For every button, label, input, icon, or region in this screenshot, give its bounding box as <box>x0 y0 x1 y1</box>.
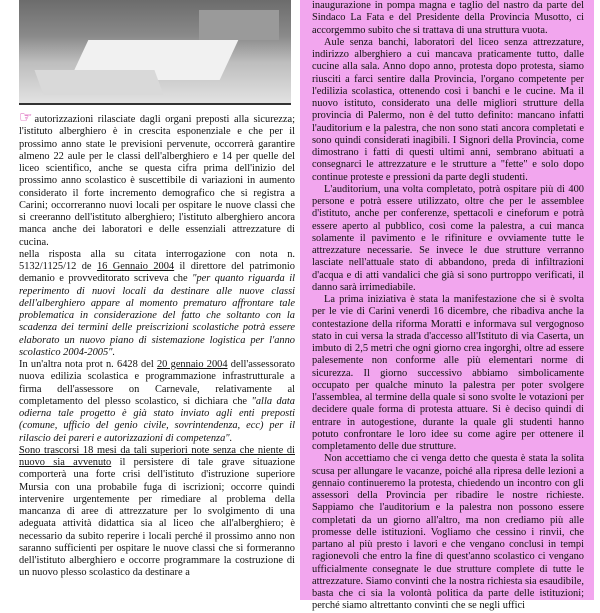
building-photo <box>19 0 291 105</box>
left-paragraph-4: Sono trascorsi 18 mesi da tali superiori note senza che niente di nuovo sia avvenuto il persistere di tale grave situazione comporterà una forte crisi dell'istituto d'istruzione superiore Mursia con una probabile fuga di iscrizioni; occorre quindi intervenire urgentemente per rimediare al problema della mancanza di aree di attrezzature per lo svolgimento di una adeguata attività didattica sia al liceo che all'alberghiero; è necessario da subito reperire i locali perché il prossimo anno non saranno sufficienti per ospitare le nuove classi che si formeranno dell'istituto alberghiero e occorre programmare la costruzione di un nuovo plesso scolastico da destinare a <box>19 444 296 579</box>
photo-roof <box>199 10 279 40</box>
photo-steps <box>34 70 163 95</box>
left-paragraph-3: In un'altra nota prot n. 6428 del 20 gennaio 2004 dell'assessorato nuova edilizia scolastica e programmazione infrastrutturale a firma dell'assessore on Carnevale, relativamente al completamento del plesso scolastico, si dichiara che "alla data odierna tale progetto è già stato inviato agli enti preposti (comune, ufficio del genio civile, sovrintendenza, ecc) per il rilascio dei pareri e autorizzazioni di competenza". <box>19 359 295 444</box>
left-paragraph-2: nella risposta alla su citata interrogazione con nota n. 5132/1125/12 de 16 Gennaio 2004 il direttore del patrimonio demanio e provveditorato scriveva che "per quanto riguarda il reperimento di nuovi locali da destinare alle nuove classi dell'alberghiero appare al momento prematuro affrontare tale problematica in considerazione del fatto che soltanto con la scadenza dei termini delle preiscrizioni scolastiche potrà essere elaborato un nuovo piano di sistemazione logistica per l'anno scolastico 2004-2005". <box>19 248 296 358</box>
left-article-text <box>19 112 295 580</box>
left-column <box>7 0 300 600</box>
left-paragraph-1: ☞ autorizzazioni rilasciate dagli organi preposti alla sicurezza; l'istituto alberghiero è in crescita esponenziale e che per il prossimo anno state le previsioni pervenute, occorrerà garantire almeno 22 aule per le classi dell'alberghiero e 14 per quelle del liceo scientifico, anche se questa cifra prima dell'inizio del prossimo anno scolastico è suscettibile di variazioni in aumento considerato il forte incremento demografico che si registra a Carini; occorreranno nuovi locali per ospitare le nuove classi che si creeranno dell'istituto alberghiero; l'istituto alberghiero ancora manca anche dei laboratori e delle essenziali attrezzature di cucina. <box>19 110 295 248</box>
right-article-text <box>312 0 584 613</box>
right-paragraph-4: La prima iniziativa è stata la manifestazione che si è svolta per le vie di Carini venerdì 16 dicembre, che ribadiva anche la contestazione della riforma Moratti e informava sul vergognoso stato in cui versa la strada d'accesso all'Istituto di via Caserta, un imbuto di 2,5 metri che ogni giorno crea ingorghi, oltre ad essere palesemente non conforme alle più elementari norme di sicurezza. Il giorno successivo abbiamo simbolicamente occupato per qualche minuto la palestra per poter svolgere l'assemblea, al termine della quale si sono svolte le votazioni per decidere quale forma di protesta attuare. Si è deciso quindi di entrare in autogestione, durante la quale gli studenti hanno potuto confrontare le loro idee su come agire per ottenere il completamento delle due strutture. <box>312 294 584 452</box>
right-paragraph-5: Non accettiamo che ci venga detto che questa è stata la solita scusa per allungare le vacanze, poiché alla ripresa delle lezioni a gennaio continueremo la protesta, chiedendo un incontro con gli assessori della Provincia per ribadire le nostre richieste. Sappiamo che l'auditorium e la palestra non possono essere completati da un giorno all'altro, ma non crediamo più alle promesse delle istituzioni. Vogliamo che cessino i rinvii, che partano al più presto i lavori e che vengano conclusi in tempi ragionevoli che entro la fine di quest'anno scolastico ci vengano ufficialmente consegnate le due strutture complete di tutte le attrezzature. Siamo convinti che la nostra richiesta sia esaudibile, basta che ci sia la volontà politica da parte delle istituzioni; perché siamo altrettanto convinti che se negli uffici <box>312 453 584 612</box>
right-paragraph-2: Aule senza banchi, laboratori del liceo senza attrezzature, indirizzo alberghiero a cui mancava praticamente tutto, dalle cucine alla sala. Anno dopo anno, protesta dopo protesta, siamo riusciti a farci sentire dalla Provincia, l'organo competente per l'edilizia scolastica, ottenendo così i banchi e le cucine. Ma il nuovo istituto, considerato una delle migliori strutture della provincia di Palermo, non è del tutto definito: mancano infatti l'auditorium e la palestra, che non sono stati ancora completati e sono quindi considerati inagibili. I Signori della Provincia, come dimostrano i fatti di questi ultimi anni, sembrano abituati a consegnarci le attrezzature e le strutture a "fette" e solo dopo continue proteste e pressioni da parte degli studenti. <box>312 36 584 183</box>
pointing-hand-icon: ☞ <box>19 110 33 126</box>
right-paragraph-1: inaugurazione in pompa magna e taglio del nastro da parte del Sindaco La Fata e del Presidente della Provincia Musotto, ci accorgemmo subito che si trattava di una struttura vuota. <box>312 0 584 36</box>
right-column <box>300 0 594 612</box>
right-paragraph-3: L'auditorium, una volta completato, potrà ospitare più di 400 persone e potrà essere utilizzato, oltre che per le assemblee d'istituto, anche per conferenze, spettacoli e cineforum e potrà essere aperto al pubblico, così come la palestra, a cui manca solamente il pavimento e le rifiniture e ovviamente tutte le attrezzature necessarie. Se invece le due strutture verranno lasciate nell'attuale stato di abbandono, preda di infiltrazioni d'acqua e di atti vandalici che già si sono purtroppo verificati, il danno sarà irrimediabile. <box>312 183 584 293</box>
